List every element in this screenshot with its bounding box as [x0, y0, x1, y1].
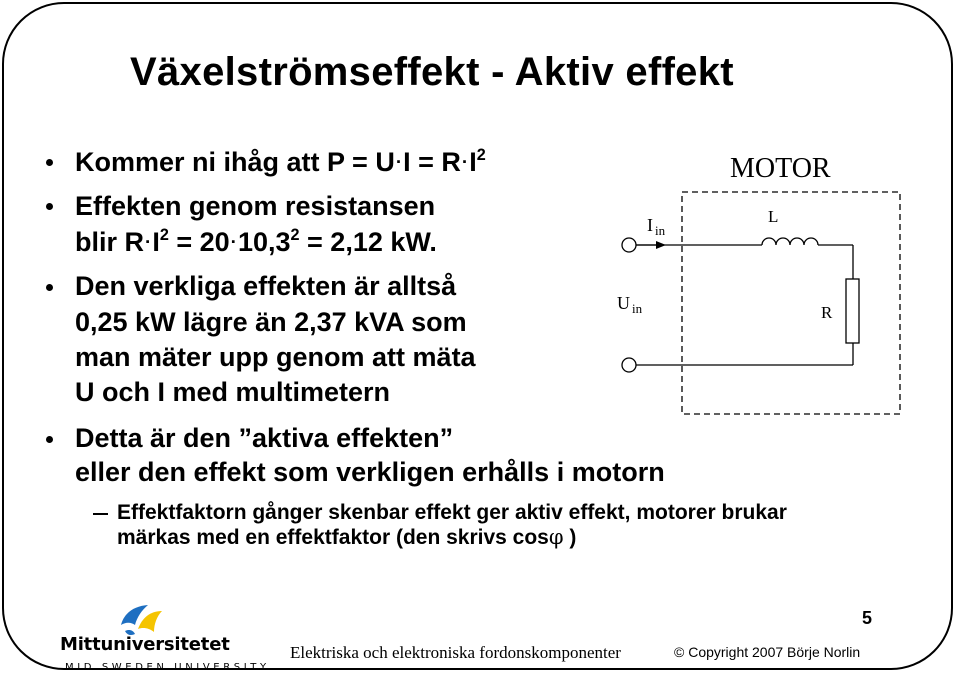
multiply-dot: · [230, 232, 237, 253]
bullet-ohms-law [75, 146, 486, 179]
sub-bullet-power-factor-line1: Effektfaktorn gånger skenbar effekt ger aktiv effekt, motorer brukar [117, 501, 787, 524]
bullet-real-power-line4: U och I med multimetern [75, 377, 391, 407]
inductor-coil [762, 238, 818, 245]
bullet-dot [46, 436, 53, 443]
page-number: 5 [862, 608, 873, 628]
text: I [152, 227, 160, 257]
university-subtitle: MID SWEDEN UNIVERSITY [65, 662, 270, 673]
terminal-bottom [622, 358, 636, 372]
voltage-label [617, 293, 643, 316]
exponent: 2 [476, 146, 486, 164]
current-symbol: I [647, 215, 653, 235]
course-name: Elektriska och elektroniska fordonskomponenter [290, 643, 621, 662]
terminal-top [622, 238, 636, 252]
sub-bullet-dash [93, 513, 108, 515]
bullet-active-power-line2: eller den effekt som verkligen erhålls i motorn [75, 457, 665, 487]
motor-circuit-diagram [600, 140, 920, 430]
bullet-active-power-line1: Detta är den ”aktiva effekten” [75, 423, 454, 453]
multiply-dot: · [145, 232, 152, 253]
text: I = R [403, 147, 461, 177]
current-subscript: in [655, 223, 666, 238]
text: märkas med en effektfaktor (den skrivs cos [117, 526, 549, 549]
voltage-subscript: in [632, 301, 643, 316]
multiply-dot: · [395, 152, 403, 173]
inductor-label: L [768, 207, 779, 226]
bullet-real-power-line3: man mäter upp genom att mäta [75, 342, 476, 372]
exponent: 2 [290, 226, 300, 244]
text: I [469, 147, 477, 177]
phi-symbol: φ [548, 525, 564, 549]
bullet-dot [46, 159, 53, 166]
multiply-dot: · [461, 152, 469, 173]
resistor-label: R [821, 303, 833, 322]
bullet-resistance-power-line1: Effekten genom resistansen [75, 191, 436, 221]
slide-title: Växelströmseffekt - Aktiv effekt [130, 50, 734, 94]
university-name: Mittuniversitetet [60, 634, 230, 655]
logo-yellow-swoosh [138, 611, 162, 632]
exponent: 2 [159, 226, 169, 244]
bullet-dot [46, 203, 53, 210]
text: ) [563, 526, 577, 549]
resistor [846, 279, 859, 343]
voltage-symbol: U [617, 293, 630, 313]
text: blir R [75, 227, 145, 257]
copyright: © Copyright 2007 Börje Norlin [674, 644, 861, 660]
bullet-real-power-line1: Den verkliga effekten är alltså [75, 271, 457, 301]
bullet-real-power-line2: 0,25 kW lägre än 2,37 kVA som [75, 307, 467, 337]
motor-boundary [682, 192, 900, 414]
text: = 20 [168, 227, 230, 257]
bullet-dot [46, 284, 53, 291]
sub-bullet-power-factor-line2 [117, 524, 576, 551]
text: = 2,12 kW. [299, 227, 437, 257]
text: 10,3 [237, 227, 291, 257]
current-label [647, 215, 666, 238]
bullet-resistance-power-line2 [75, 226, 437, 259]
motor-label: MOTOR [730, 153, 831, 184]
text: Kommer ni ihåg att P = U [75, 147, 395, 177]
